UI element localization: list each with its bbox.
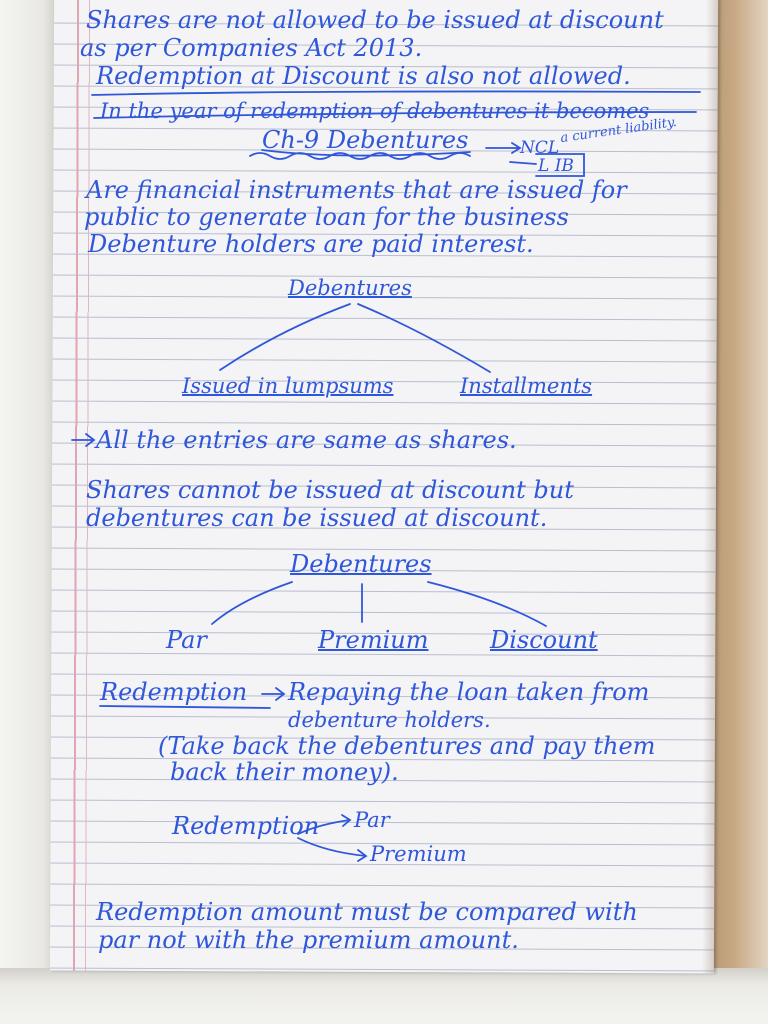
lib-arrow bbox=[510, 162, 536, 164]
redemption-def-line-4: back their money). bbox=[170, 758, 399, 786]
redemption-term: Redemption bbox=[100, 678, 248, 706]
redemption-def-line-2: debenture holders. bbox=[288, 708, 491, 732]
intro-line-2: as per Companies Act 2013. bbox=[80, 34, 423, 62]
discount-note-line-2: debentures can be issued at discount. bbox=[86, 504, 548, 532]
definition-line-1: Are financial instruments that are issued for bbox=[86, 176, 627, 204]
chapter-note-ncl: NCL bbox=[520, 138, 560, 158]
redemption-diagram-root: Redemption bbox=[172, 812, 320, 840]
definition-line-2: public to generate loan for the business bbox=[84, 203, 569, 231]
definition-line-3: Debenture holders are paid interest. bbox=[88, 230, 534, 258]
redemption-def-line-1: Repaying the loan taken from bbox=[288, 678, 650, 706]
redemption-term-underline bbox=[100, 706, 270, 708]
chapter-note-lib: L IB bbox=[538, 156, 574, 176]
redemption-year-aside: a current liability. bbox=[559, 114, 678, 147]
diagram-types-discount: Discount bbox=[490, 626, 598, 654]
discount-note-line-1: Shares cannot be issued at discount but bbox=[86, 476, 574, 504]
entries-note: All the entries are same as shares. bbox=[96, 426, 517, 454]
final-note-line-2: par not with the premium amount. bbox=[98, 926, 519, 954]
ncl-arrow bbox=[486, 143, 520, 153]
diagram-issue-right: Installments bbox=[460, 374, 593, 398]
redemption-year-text: In the year of redemption of debentures it becomes bbox=[100, 99, 650, 123]
diagram-types-par: Par bbox=[166, 626, 207, 654]
diagram-issue-branch-left bbox=[220, 304, 350, 370]
diagram-types-branch-left bbox=[212, 582, 292, 624]
diagram-types-premium: Premium bbox=[318, 626, 429, 654]
entries-arrow bbox=[72, 434, 94, 446]
chapter-title: Ch-9 Debentures bbox=[262, 126, 469, 154]
header-underline-2 bbox=[94, 112, 696, 118]
intro-line-3: Redemption at Discount is also not allowed. bbox=[96, 62, 631, 90]
lib-box bbox=[536, 154, 584, 176]
redemption-def-arrow bbox=[262, 688, 284, 700]
diagram-issue-root: Debentures bbox=[288, 276, 412, 300]
redemption-diagram-arrow-par bbox=[298, 815, 350, 834]
redemption-diagram-arrow-premium bbox=[298, 838, 366, 861]
diagram-issue-branch-right bbox=[358, 304, 490, 372]
redemption-diagram-par: Par bbox=[354, 808, 390, 832]
diagram-types-root: Debentures bbox=[290, 550, 432, 578]
intro-line-1: Shares are not allowed to be issued at discount bbox=[86, 6, 664, 34]
redemption-diagram-premium: Premium bbox=[370, 842, 467, 866]
diagram-issue-left: Issued in lumpsums bbox=[182, 374, 394, 398]
redemption-def-line-3: (Take back the debentures and pay them bbox=[158, 732, 656, 760]
diagram-types-branch-right bbox=[428, 582, 546, 626]
header-underline bbox=[92, 91, 700, 95]
final-note-line-1: Redemption amount must be compared with bbox=[96, 898, 638, 926]
